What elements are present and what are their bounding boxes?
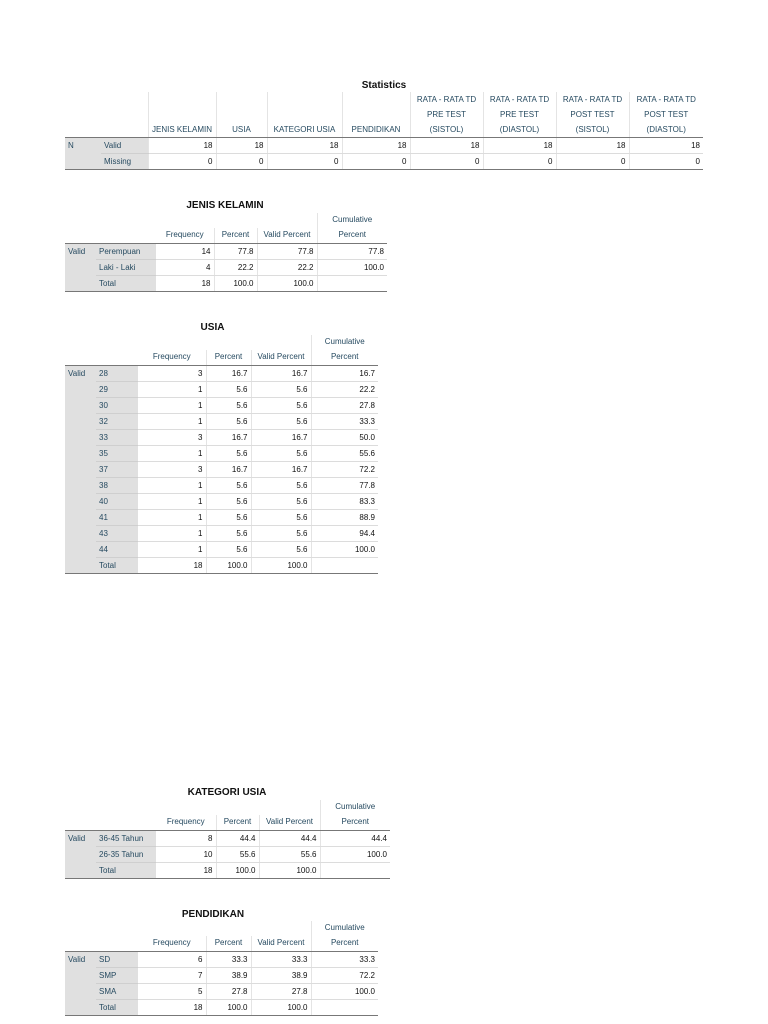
header-corner — [156, 213, 214, 228]
frequency-cell: 44.4 — [259, 831, 320, 847]
total-row — [65, 863, 390, 879]
category-label: 38 — [96, 478, 138, 494]
statistics-column-header — [148, 107, 216, 122]
valid-group-label: Valid — [65, 366, 96, 382]
valid-group-label — [65, 414, 96, 430]
header-corner — [101, 122, 148, 138]
total-cell: 18 — [138, 1000, 206, 1016]
frequency-cell: 1 — [138, 382, 206, 398]
frequency-header-row — [65, 228, 387, 244]
frequency-row — [65, 478, 378, 494]
header-corner — [65, 800, 96, 815]
frequency-header: Frequency — [156, 228, 214, 244]
frequency-cell: 16.7 — [206, 462, 251, 478]
frequency-cell: 6 — [138, 952, 206, 968]
usia-title: USIA — [200, 322, 225, 333]
statistics-row — [65, 138, 703, 154]
pendidikan-title: PENDIDIKAN — [181, 909, 245, 920]
total-cell: 100.0 — [259, 863, 320, 879]
category-label: 30 — [96, 398, 138, 414]
header-corner — [65, 228, 96, 244]
category-label: SMA — [96, 984, 138, 1000]
valid-group-label: Valid — [65, 952, 96, 968]
header-corner — [96, 800, 156, 815]
statistics-column-header: RATA - RATA TD — [629, 92, 703, 107]
cumulative-header: Percent — [320, 815, 390, 831]
cumulative-header: Cumulative — [311, 921, 378, 936]
frequency-cell: 44.4 — [216, 831, 259, 847]
frequency-row — [65, 382, 378, 398]
frequency-cell: 5.6 — [206, 510, 251, 526]
total-label: Total — [96, 558, 138, 574]
frequency-cell: 55.6 — [311, 446, 378, 462]
pendidikan-table — [65, 921, 378, 1016]
frequency-cell: 1 — [138, 526, 206, 542]
header-corner — [65, 350, 96, 366]
cumulative-header: Percent — [317, 228, 387, 244]
valid-group-label — [65, 1000, 96, 1016]
total-cell: 18 — [138, 558, 206, 574]
cumulative-header: Percent — [311, 936, 378, 952]
header-corner — [156, 800, 216, 815]
statistics-cell: 18 — [556, 138, 629, 154]
frequency-cell: 5.6 — [206, 478, 251, 494]
frequency-cell: 5.6 — [251, 398, 311, 414]
statistics-column-header — [216, 92, 267, 107]
statistics-column-header: KATEGORI USIA — [267, 122, 342, 138]
category-label: SMP — [96, 968, 138, 984]
frequency-cell: 27.8 — [311, 398, 378, 414]
frequency-cell: 16.7 — [251, 430, 311, 446]
frequency-cell: 5.6 — [251, 478, 311, 494]
cumulative-header: Cumulative — [311, 335, 378, 350]
frequency-cell: 100.0 — [320, 847, 390, 863]
header-corner — [138, 921, 206, 936]
frequency-cell: 7 — [138, 968, 206, 984]
frequency-cell: 38.9 — [206, 968, 251, 984]
category-label: 37 — [96, 462, 138, 478]
category-label: SD — [96, 952, 138, 968]
header-corner — [96, 815, 156, 831]
frequency-row — [65, 260, 387, 276]
cumulative-header: Cumulative — [320, 800, 390, 815]
frequency-header-row — [65, 350, 378, 366]
frequency-cell: 5.6 — [206, 414, 251, 430]
frequency-cell: 27.8 — [206, 984, 251, 1000]
statistics-row-label: Valid — [101, 138, 148, 154]
frequency-cell: 16.7 — [311, 366, 378, 382]
frequency-header-row — [65, 936, 378, 952]
header-corner — [214, 213, 257, 228]
frequency-cell: 5.6 — [251, 494, 311, 510]
frequency-cell: 22.2 — [214, 260, 257, 276]
frequency-row — [65, 462, 378, 478]
valid-group-label — [65, 478, 96, 494]
header-corner — [96, 350, 138, 366]
statistics-group-label — [65, 154, 101, 170]
frequency-row — [65, 968, 378, 984]
header-corner — [96, 228, 156, 244]
frequency-row — [65, 446, 378, 462]
frequency-row — [65, 430, 378, 446]
header-corner — [216, 800, 259, 815]
valid-group-label — [65, 542, 96, 558]
category-label: 41 — [96, 510, 138, 526]
header-corner — [96, 921, 138, 936]
frequency-header: Frequency — [138, 350, 206, 366]
valid-group-label — [65, 863, 96, 879]
category-label: 36-45 Tahun — [96, 831, 156, 847]
statistics-header-row — [65, 122, 703, 138]
statistics-cell: 0 — [342, 154, 410, 170]
header-corner — [65, 122, 101, 138]
category-label: Perempuan — [96, 244, 156, 260]
total-cell: 100.0 — [251, 1000, 311, 1016]
statistics-column-header: (SISTOL) — [410, 122, 483, 138]
statistics-cell: 18 — [267, 138, 342, 154]
total-cell: 18 — [156, 276, 214, 292]
total-cell: 18 — [156, 863, 216, 879]
empty-cell — [320, 863, 390, 879]
valid-group-label — [65, 847, 96, 863]
statistics-column-header: RATA - RATA TD — [410, 92, 483, 107]
statistics-column-header — [267, 107, 342, 122]
frequency-cell: 16.7 — [206, 366, 251, 382]
frequency-row — [65, 847, 390, 863]
statistics-header-row — [65, 107, 703, 122]
statistics-column-header: (DIASTOL) — [629, 122, 703, 138]
frequency-cell: 27.8 — [251, 984, 311, 1000]
header-corner — [96, 936, 138, 952]
frequency-header-row — [65, 800, 390, 815]
header-corner — [65, 335, 96, 350]
frequency-cell: 100.0 — [317, 260, 387, 276]
valid-group-label — [65, 510, 96, 526]
header-corner — [65, 213, 96, 228]
valid-percent-header: Valid Percent — [251, 936, 311, 952]
statistics-column-header — [148, 92, 216, 107]
category-label: 33 — [96, 430, 138, 446]
category-label: 26-35 Tahun — [96, 847, 156, 863]
header-corner — [65, 921, 96, 936]
frequency-cell: 88.9 — [311, 510, 378, 526]
frequency-cell: 1 — [138, 494, 206, 510]
frequency-cell: 5.6 — [251, 414, 311, 430]
category-label: 40 — [96, 494, 138, 510]
kategori-usia-table — [65, 800, 390, 879]
statistics-column-header: (SISTOL) — [556, 122, 629, 138]
statistics-cell: 18 — [629, 138, 703, 154]
valid-group-label — [65, 494, 96, 510]
frequency-cell: 5.6 — [206, 542, 251, 558]
frequency-cell: 8 — [156, 831, 216, 847]
statistics-cell: 18 — [410, 138, 483, 154]
cumulative-header: Cumulative — [317, 213, 387, 228]
frequency-cell: 94.4 — [311, 526, 378, 542]
frequency-cell: 1 — [138, 398, 206, 414]
category-label: 28 — [96, 366, 138, 382]
category-label: 32 — [96, 414, 138, 430]
total-row — [65, 276, 387, 292]
frequency-cell: 3 — [138, 462, 206, 478]
frequency-cell: 44.4 — [320, 831, 390, 847]
frequency-cell: 77.8 — [311, 478, 378, 494]
total-cell: 100.0 — [214, 276, 257, 292]
header-corner — [65, 815, 96, 831]
frequency-row — [65, 414, 378, 430]
statistics-cell: 0 — [216, 154, 267, 170]
frequency-row — [65, 244, 387, 260]
usia-table — [65, 335, 378, 574]
frequency-cell: 5.6 — [206, 382, 251, 398]
frequency-cell: 5.6 — [251, 382, 311, 398]
header-corner — [251, 921, 311, 936]
frequency-cell: 77.8 — [214, 244, 257, 260]
statistics-row — [65, 154, 703, 170]
frequency-row — [65, 952, 378, 968]
statistics-column-header: RATA - RATA TD — [556, 92, 629, 107]
percent-header: Percent — [206, 350, 251, 366]
frequency-cell: 1 — [138, 478, 206, 494]
frequency-header-row — [65, 921, 378, 936]
header-corner — [206, 921, 251, 936]
frequency-row — [65, 510, 378, 526]
statistics-cell: 0 — [629, 154, 703, 170]
frequency-header-row — [65, 815, 390, 831]
frequency-cell: 5.6 — [206, 494, 251, 510]
statistics-column-header — [267, 92, 342, 107]
header-corner — [65, 936, 96, 952]
frequency-cell: 3 — [138, 430, 206, 446]
statistics-cell: 0 — [148, 154, 216, 170]
category-label: 29 — [96, 382, 138, 398]
valid-group-label — [65, 558, 96, 574]
category-label: 44 — [96, 542, 138, 558]
jenis-kelamin-title: JENIS KELAMIN — [186, 200, 264, 211]
frequency-cell: 5.6 — [251, 526, 311, 542]
frequency-cell: 1 — [138, 510, 206, 526]
statistics-column-header: POST TEST — [556, 107, 629, 122]
valid-group-label — [65, 968, 96, 984]
valid-percent-header: Valid Percent — [257, 228, 317, 244]
header-corner — [101, 92, 148, 107]
frequency-row — [65, 831, 390, 847]
statistics-column-header — [216, 107, 267, 122]
total-label: Total — [96, 276, 156, 292]
header-corner — [65, 92, 101, 107]
statistics-title: Statistics — [361, 80, 407, 91]
frequency-row — [65, 984, 378, 1000]
total-row — [65, 1000, 378, 1016]
frequency-cell: 22.2 — [311, 382, 378, 398]
frequency-cell: 83.3 — [311, 494, 378, 510]
frequency-cell: 55.6 — [216, 847, 259, 863]
frequency-header: Frequency — [156, 815, 216, 831]
frequency-cell: 10 — [156, 847, 216, 863]
frequency-cell: 33.3 — [206, 952, 251, 968]
frequency-cell: 5.6 — [206, 398, 251, 414]
frequency-row — [65, 398, 378, 414]
frequency-cell: 22.2 — [257, 260, 317, 276]
header-corner — [257, 213, 317, 228]
frequency-cell: 5 — [138, 984, 206, 1000]
total-cell: 100.0 — [206, 558, 251, 574]
statistics-cell: 0 — [267, 154, 342, 170]
cumulative-header: Percent — [311, 350, 378, 366]
empty-cell — [317, 276, 387, 292]
frequency-cell: 38.9 — [251, 968, 311, 984]
frequency-cell: 16.7 — [251, 366, 311, 382]
statistics-cell: 18 — [342, 138, 410, 154]
statistics-column-header: RATA - RATA TD — [483, 92, 556, 107]
header-corner — [101, 107, 148, 122]
statistics-group-label: N — [65, 138, 101, 154]
frequency-cell: 72.2 — [311, 968, 378, 984]
frequency-cell: 50.0 — [311, 430, 378, 446]
frequency-cell: 5.6 — [206, 446, 251, 462]
statistics-column-header — [342, 107, 410, 122]
frequency-cell: 1 — [138, 446, 206, 462]
empty-cell — [311, 1000, 378, 1016]
valid-group-label — [65, 260, 96, 276]
jenis-kelamin-table — [65, 213, 387, 292]
statistics-cell: 18 — [148, 138, 216, 154]
total-label: Total — [96, 1000, 138, 1016]
statistics-cell: 0 — [483, 154, 556, 170]
frequency-cell: 5.6 — [206, 526, 251, 542]
frequency-row — [65, 542, 378, 558]
frequency-cell: 16.7 — [251, 462, 311, 478]
percent-header: Percent — [214, 228, 257, 244]
header-corner — [96, 213, 156, 228]
total-label: Total — [96, 863, 156, 879]
statistics-column-header: POST TEST — [629, 107, 703, 122]
statistics-column-header — [342, 92, 410, 107]
kategori-usia-title: KATEGORI USIA — [187, 787, 267, 798]
statistics-column-header: USIA — [216, 122, 267, 138]
statistics-cell: 0 — [556, 154, 629, 170]
category-label: Laki - Laki — [96, 260, 156, 276]
statistics-row-label: Missing — [101, 154, 148, 170]
valid-group-label — [65, 398, 96, 414]
statistics-column-header: JENIS KELAMIN — [148, 122, 216, 138]
valid-group-label — [65, 526, 96, 542]
statistics-column-header: PRE TEST — [483, 107, 556, 122]
frequency-cell: 5.6 — [251, 446, 311, 462]
category-label: 35 — [96, 446, 138, 462]
statistics-column-header: (DIASTOL) — [483, 122, 556, 138]
header-corner — [65, 107, 101, 122]
total-cell: 100.0 — [251, 558, 311, 574]
percent-header: Percent — [216, 815, 259, 831]
header-corner — [259, 800, 320, 815]
header-corner — [138, 335, 206, 350]
statistics-cell: 18 — [483, 138, 556, 154]
frequency-row — [65, 526, 378, 542]
valid-group-label — [65, 984, 96, 1000]
header-corner — [206, 335, 251, 350]
valid-group-label: Valid — [65, 831, 96, 847]
statistics-cell: 0 — [410, 154, 483, 170]
frequency-cell: 1 — [138, 414, 206, 430]
valid-group-label — [65, 382, 96, 398]
header-corner — [251, 335, 311, 350]
statistics-header-row — [65, 92, 703, 107]
frequency-cell: 33.3 — [311, 414, 378, 430]
frequency-cell: 100.0 — [311, 984, 378, 1000]
empty-cell — [311, 558, 378, 574]
frequency-cell: 16.7 — [206, 430, 251, 446]
statistics-column-header: PENDIDIKAN — [342, 122, 410, 138]
valid-group-label — [65, 276, 96, 292]
frequency-header-row — [65, 213, 387, 228]
total-row — [65, 558, 378, 574]
statistics-column-header: PRE TEST — [410, 107, 483, 122]
total-cell: 100.0 — [206, 1000, 251, 1016]
valid-group-label — [65, 430, 96, 446]
frequency-cell: 72.2 — [311, 462, 378, 478]
category-label: 43 — [96, 526, 138, 542]
frequency-cell: 4 — [156, 260, 214, 276]
frequency-row — [65, 494, 378, 510]
frequency-cell: 5.6 — [251, 542, 311, 558]
frequency-cell: 55.6 — [259, 847, 320, 863]
frequency-cell: 1 — [138, 542, 206, 558]
valid-percent-header: Valid Percent — [259, 815, 320, 831]
valid-group-label: Valid — [65, 244, 96, 260]
frequency-cell: 100.0 — [311, 542, 378, 558]
total-cell: 100.0 — [257, 276, 317, 292]
frequency-header: Frequency — [138, 936, 206, 952]
frequency-cell: 3 — [138, 366, 206, 382]
percent-header: Percent — [206, 936, 251, 952]
frequency-cell: 14 — [156, 244, 214, 260]
frequency-row — [65, 366, 378, 382]
valid-percent-header: Valid Percent — [251, 350, 311, 366]
header-corner — [96, 335, 138, 350]
statistics-cell: 18 — [216, 138, 267, 154]
frequency-header-row — [65, 335, 378, 350]
statistics-table — [65, 92, 703, 170]
valid-group-label — [65, 462, 96, 478]
frequency-cell: 77.8 — [257, 244, 317, 260]
frequency-cell: 77.8 — [317, 244, 387, 260]
frequency-cell: 33.3 — [311, 952, 378, 968]
frequency-cell: 33.3 — [251, 952, 311, 968]
valid-group-label — [65, 446, 96, 462]
frequency-cell: 5.6 — [251, 510, 311, 526]
total-cell: 100.0 — [216, 863, 259, 879]
